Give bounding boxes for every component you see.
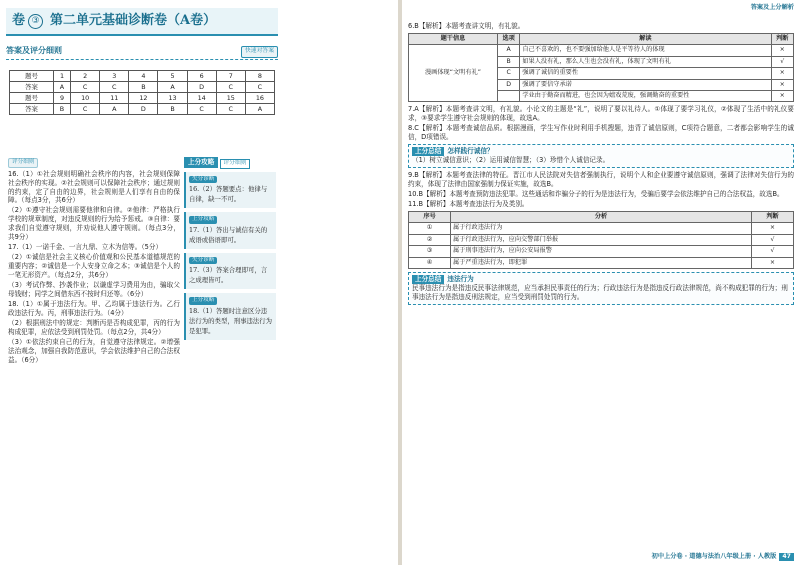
side-note-chip: 上分攻略 bbox=[189, 297, 217, 305]
answer-cell: 14 bbox=[187, 93, 216, 104]
answer-cell: B bbox=[158, 104, 187, 115]
q6-cell-opt: C bbox=[497, 68, 519, 79]
right-analysis bbox=[408, 22, 794, 308]
q11-cell-judge: × bbox=[752, 257, 794, 268]
answer-cell: C bbox=[187, 104, 216, 115]
answer-paragraph: 16.（1）①社会规则明确社会秩序的内容，社会规则保障社会秩序的实现。②社会规则可以保障社会秩序；通过规则的约束，定了自由的边界，社会规则是人们享有自由的保障。（每点3分，共6分） bbox=[8, 169, 180, 205]
answer-paragraph: 17.（1）一诺千金、一言九鼎、立木为信等。（5分） bbox=[8, 243, 163, 252]
q11-cell-text: 属于严重违法行为，即犯罪 bbox=[451, 257, 752, 268]
page-footer bbox=[652, 553, 794, 561]
answer-cell: C bbox=[216, 104, 245, 115]
side-note-chip: 失分诊断 bbox=[189, 257, 217, 265]
summary-8-text: （1）树立诚信意识；（2）运用诚信智慧；（3）珍惜个人诚信记录。 bbox=[412, 156, 610, 165]
answer-cell: 16 bbox=[245, 93, 274, 104]
answer-paragraph: （3）①依法约束自己的行为，自觉遵守法律规定。②增强法治观念，加强自我防范意识，学会依法维护自己的合法权益。（6分） bbox=[8, 337, 180, 364]
question-8: 8.C【解析】本题考查诚信品质。根据漫画，学生写作业时利用手机搜题，违背了诚信原则，C项符合题意，二者都会影响学生的诚信，D项错误。 bbox=[408, 124, 794, 142]
question-7: 7.A【解析】本题考查讲文明，有礼貌。小论文的主题是“礼”，说明了要以礼待人。①体现了要学习礼仪，②体现了生活中的礼仪要求，③要求学生遵守社会规则的体现，故选A。 bbox=[408, 105, 794, 123]
side-note-card bbox=[184, 253, 276, 289]
q6-cell-opt: B bbox=[497, 56, 519, 67]
answer-cell: 7 bbox=[216, 71, 245, 82]
answer-cell: A bbox=[245, 104, 274, 115]
boost-strategy-label: 上分攻略 bbox=[184, 157, 218, 168]
q11-cell-text: 属于刑事违法行为，应向公安局报警 bbox=[451, 246, 752, 257]
q6-cell-opt: D bbox=[497, 79, 519, 90]
q6-table-row bbox=[409, 45, 794, 56]
q11-cell-judge: √ bbox=[752, 246, 794, 257]
q6-cell-text: 如果人没有礼，那么人生也会没有礼，体现了文明有礼 bbox=[520, 56, 771, 67]
q11-cell-n: ③ bbox=[409, 246, 451, 257]
q6-cell-judge: × bbox=[771, 45, 793, 56]
scoring-tag: 评分细则 bbox=[8, 158, 38, 168]
answer-cell: A bbox=[100, 104, 129, 115]
summary-11-head: 上分总结 bbox=[412, 275, 444, 284]
answer-cell: 3 bbox=[100, 71, 129, 82]
answer-row-header: 题号 bbox=[10, 71, 54, 82]
answer-cell: 1 bbox=[53, 71, 70, 82]
answer-cell: A bbox=[158, 82, 187, 93]
side-note-card bbox=[184, 212, 276, 248]
answer-cell: 15 bbox=[216, 93, 245, 104]
answer-table-row bbox=[10, 104, 275, 115]
q6-cell-opt bbox=[497, 91, 519, 102]
answer-cell: B bbox=[129, 82, 158, 93]
answer-cell: C bbox=[71, 104, 100, 115]
q11-table-header: 分析 bbox=[451, 212, 752, 223]
q11-table-header: 序号 bbox=[409, 212, 451, 223]
question-10: 10.B【解析】本题考查预防违法犯罪。这些通话和诈骗分子的行为是违法行为，受骗后要学会依法维护自己的合法权益，故选B。 bbox=[408, 190, 784, 199]
question-6: 6.B【解析】本题考查讲文明，有礼貌。 bbox=[408, 22, 525, 30]
answer-paragraph: （2）①遵守社会规则需要他律和自律。②他律：严格执行学校的规章制度，对违反规则的行为给予惩戒。③自律：要求我们自觉遵守规则，并劝说他人遵守规则。（每点3分，共9分） bbox=[8, 206, 180, 242]
answer-section-header bbox=[6, 46, 278, 60]
answer-cell: 2 bbox=[71, 71, 100, 82]
answer-table bbox=[9, 70, 275, 115]
side-note-card bbox=[184, 293, 276, 339]
right-top-label: 答案及上分解析 bbox=[750, 4, 794, 11]
q11-cell-n: ④ bbox=[409, 257, 451, 268]
summary-8-head: 上分总结 bbox=[412, 147, 444, 156]
answer-cell: 4 bbox=[129, 71, 158, 82]
scoring-label: 评分细则 bbox=[220, 159, 249, 169]
summary-8-sub: 怎样践行诚信？ bbox=[447, 147, 494, 156]
q6-table-header: 判断 bbox=[771, 33, 793, 44]
answer-section-label: 答案及评分细则 bbox=[6, 46, 62, 55]
footer-text: 初中上分卷 · 道德与法治八年级上册 · 人教版 bbox=[651, 552, 777, 560]
left-page bbox=[0, 0, 398, 565]
answer-paragraph: （2）①诚信是社会主义核心价值观和公民基本道德规范的重要内容；②诚信是一个人安身立命之本；③诚信是个人的一笔无形资产。（每点2分，共6分） bbox=[8, 253, 180, 280]
q6-cell-text: 自己不喜欢的，也不要强加给他人是平等待人的体现 bbox=[520, 45, 771, 56]
title-vol: 卷 bbox=[12, 13, 26, 29]
side-notes bbox=[184, 157, 276, 344]
side-note-text: 17.（1）答出与诚信有关的成语或俗语即可。 bbox=[189, 225, 268, 244]
q11-cell-text: 属于行政违法行为，应向交警部门举报 bbox=[451, 234, 752, 245]
answer-table-row bbox=[10, 71, 275, 82]
q6-table-header: 选项 bbox=[497, 33, 519, 44]
q6-cell-judge: × bbox=[771, 79, 793, 90]
q6-cell-judge: × bbox=[771, 91, 793, 102]
q11-table bbox=[408, 211, 794, 269]
answer-paragraph: （3）考试作弊、抄袭作业；以谦虚学习费用为由，骗取父母钱财；同学之间借东西不按时归还等。（6分） bbox=[8, 281, 180, 298]
question-11: 11.B【解析】本题考查违法行为及类别。 bbox=[408, 200, 529, 209]
answer-cell: D bbox=[187, 82, 216, 93]
answer-table-row bbox=[10, 93, 275, 104]
q6-cell-judge: × bbox=[771, 68, 793, 79]
q11-table-row bbox=[409, 257, 794, 268]
q6-group-cell: 漫画体现“文明有礼” bbox=[409, 45, 498, 102]
answer-cell: C bbox=[100, 82, 129, 93]
side-note-chip: 上分攻略 bbox=[189, 216, 217, 224]
summary-box-11 bbox=[408, 272, 794, 305]
q11-cell-text: 属于行政违法行为 bbox=[451, 223, 752, 234]
q6-table bbox=[408, 33, 794, 103]
answer-row-header: 答案 bbox=[10, 82, 54, 93]
answer-cell: C bbox=[245, 82, 274, 93]
page-title: 第二单元基础诊断卷（A卷） bbox=[50, 13, 217, 29]
q11-cell-judge: √ bbox=[752, 234, 794, 245]
title-bar bbox=[6, 8, 278, 36]
answer-cell: B bbox=[53, 104, 70, 115]
q11-table-row bbox=[409, 234, 794, 245]
q11-table-row bbox=[409, 246, 794, 257]
q6-cell-text: 强调了诚信的重要性 bbox=[520, 68, 771, 79]
summary-11-text: 民事违法行为是指违反民事法律规范，应当承担民事责任的行为；行政违法行为是指违反行政法律规范，尚不构成犯罪的行为；刑事违法行为是指违反刑法规定，应当受到刑罚处罚的行为。 bbox=[412, 284, 788, 302]
summary-11-sub: 违法行为 bbox=[447, 275, 474, 284]
q11-table-row bbox=[409, 223, 794, 234]
q6-cell-opt: A bbox=[497, 45, 519, 56]
answer-cell: C bbox=[216, 82, 245, 93]
page-number: 47 bbox=[779, 553, 794, 561]
q6-table-header: 解读 bbox=[520, 33, 771, 44]
answer-cell: 12 bbox=[129, 93, 158, 104]
q11-table-header: 判断 bbox=[752, 212, 794, 223]
q6-cell-text: 强调了要信守承诺 bbox=[520, 79, 771, 90]
title-number: ③ bbox=[28, 14, 43, 29]
answer-cell: 9 bbox=[53, 93, 70, 104]
answer-cell: 6 bbox=[187, 71, 216, 82]
summary-box-8 bbox=[408, 144, 794, 168]
side-note-card bbox=[184, 172, 276, 208]
answer-cell: 10 bbox=[71, 93, 100, 104]
answer-cell: 11 bbox=[100, 93, 129, 104]
q11-cell-n: ① bbox=[409, 223, 451, 234]
q11-cell-n: ② bbox=[409, 234, 451, 245]
answer-cell: 13 bbox=[158, 93, 187, 104]
answer-cell: A bbox=[53, 82, 70, 93]
answer-paragraph: （2）根据刑法中的规定：判断丙是否构成犯罪，丙的行为构成犯罪，应依法受到刑罚处罚。（每点2分，共4分） bbox=[8, 318, 180, 336]
answer-cell: 5 bbox=[158, 71, 187, 82]
answer-cell: C bbox=[71, 82, 100, 93]
answer-cell: D bbox=[129, 104, 158, 115]
answer-cell: 8 bbox=[245, 71, 274, 82]
q6-cell-text: 学业由于勤奋而精进，也会因为嬉戏荒废，强调勤奋的重要性 bbox=[520, 91, 771, 102]
answer-table-row bbox=[10, 82, 275, 93]
answer-row-header: 答案 bbox=[10, 104, 54, 115]
side-note-text: 16.（2）答题要点：他律与自律，缺一不可。 bbox=[189, 185, 268, 204]
side-note-chip: 失分诊断 bbox=[189, 176, 217, 184]
answer-row-header: 题号 bbox=[10, 93, 54, 104]
q11-cell-judge: × bbox=[752, 223, 794, 234]
side-note-text: 18.（1）答题时注意区分违法行为的类型，刑事违法行为是犯罪。 bbox=[189, 306, 273, 335]
question-9: 9.B【解析】本题考查法律的特征。晋江市人民法院对失信者强制执行，说明个人和企业要遵守诚信原则，强调了法律对失信行为的约束，体现了法律由国家强制力保证实施，故选B。 bbox=[408, 171, 794, 189]
right-page bbox=[402, 0, 800, 565]
q6-cell-judge: √ bbox=[771, 56, 793, 67]
scoring-details bbox=[8, 157, 180, 366]
q6-table-header: 题干信息 bbox=[409, 33, 498, 44]
side-note-text: 17.（3）答案合理即可，言之成理皆可。 bbox=[189, 266, 268, 285]
answer-paragraph: 18.（1）①属于违法行为。甲、乙均属于违法行为。乙行政违法行为。丙，刑事违法行为。（4分） bbox=[8, 299, 180, 317]
quick-answer-tag: 快速对答案 bbox=[241, 46, 278, 58]
